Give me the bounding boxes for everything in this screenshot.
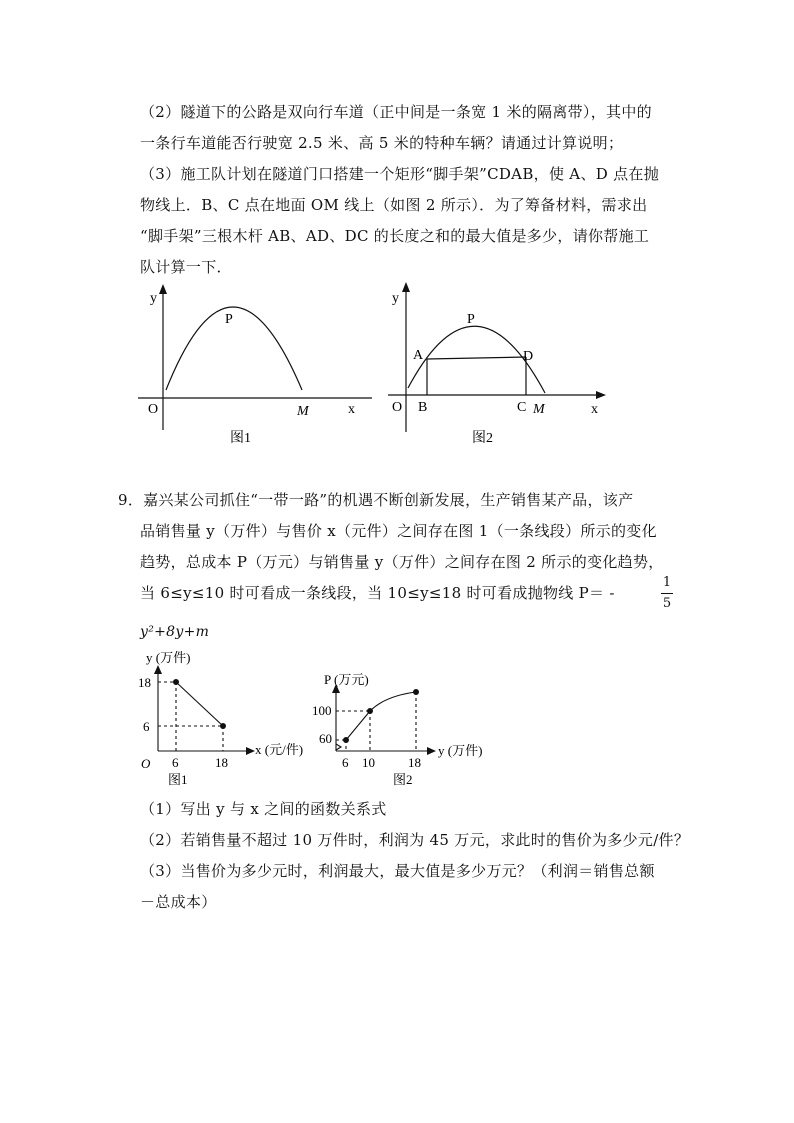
fig2-m-label: M <box>533 402 545 417</box>
q9-line4: 当 6≤y≤10 时可看成一条线段，当 10≤y≤18 时可看成抛物线 P＝ - <box>140 584 615 602</box>
fig1-o-label: O <box>148 402 159 417</box>
q9f1-ytick-18: 18 <box>138 675 151 690</box>
fig1-y-label: y <box>150 291 157 306</box>
fig1-m-label: M <box>297 404 309 419</box>
q9-sub2: （2）若销售量不超过 10 万件时，利润为 45 万元，求此时的售价为多少元/件？ <box>140 831 690 849</box>
fig2-caption: 图2 <box>472 431 493 446</box>
q9f1-xlabel: x (元/件) <box>255 742 304 757</box>
q9f2-ylabel: P (万元) <box>324 672 369 687</box>
q9-fraction-numerator: 1 <box>662 575 672 590</box>
q9f1-ylabel: y (万件) <box>146 650 191 665</box>
fig2-p-label: P <box>467 312 475 327</box>
q9-line5: y²+8y+m <box>140 624 210 640</box>
fig2-x-label: x <box>591 402 598 417</box>
q8-part3-line2: 物线上．B、C 点在地面 OM 线上（如图 2 所示）．为了筹备材料，需求出 <box>140 196 648 214</box>
fig2-d-label: D <box>523 349 534 364</box>
q9f1-xtick-6: 6 <box>172 755 179 770</box>
q8-part3-line3: “脚手架”三根木杆 AB、AD、DC 的长度之和的最大值是多少，请你帮施工 <box>140 227 650 245</box>
fig1-x-label: x <box>348 402 355 417</box>
q8-part3-line4: 队计算一下． <box>140 258 232 276</box>
q9-fraction-denominator: 5 <box>662 596 672 611</box>
fig1-caption: 图1 <box>230 431 251 446</box>
q9f1-xtick-18: 18 <box>215 755 228 770</box>
q9-sub1: （1）写出 y 与 x 之间的函数关系式 <box>140 800 387 818</box>
q9-line2: 品销售量 y（万件）与售价 x（元件）之间存在图 1（一条线段）所示的变化 <box>140 522 657 540</box>
q9-sub3-line2: －总成本） <box>140 893 217 911</box>
q9f2-xtick-18: 18 <box>408 755 421 770</box>
q8-part2-line2: 一条行车道能否行驶宽 2.5 米、高 5 米的特种车辆？请通过计算说明； <box>140 134 624 152</box>
q9-line3: 趋势，总成本 P（万元）与销售量 y（万件）之间存在图 2 所示的变化趋势， <box>140 553 664 571</box>
fig2-c-label: C <box>517 400 527 415</box>
fig2-o-label: O <box>392 400 403 415</box>
q9f2-line-segment <box>346 711 370 740</box>
q9f2-point-10 <box>367 708 373 714</box>
q9f2-parabola <box>370 692 416 711</box>
q9-sub3-line1: （3）当售价为多少元时，利润最大，最大值是多少万元？（利润＝销售总额 <box>140 862 655 880</box>
q9f1-caption: 图1 <box>168 772 188 787</box>
q8-part3-line1: （3）施工队计划在隧道门口搭建一个矩形“脚手架”CDAB，使 A、D 点在抛 <box>140 165 660 183</box>
fig1-p-label: P <box>225 312 233 327</box>
q9f1-ytick-6: 6 <box>143 719 150 734</box>
q9f2-point-6 <box>343 737 349 743</box>
q9f2-xtick-6: 6 <box>342 755 349 770</box>
q9f2-caption: 图2 <box>393 772 413 787</box>
q9-line1: 9．嘉兴某公司抓住“一带一路”的机遇不断创新发展，生产销售某产品，该产 <box>118 491 634 509</box>
fig2-b-label: B <box>418 400 428 415</box>
q9f2-ytick-100: 100 <box>312 703 332 718</box>
fig2-a-label: A <box>413 348 424 363</box>
q9f2-point-18 <box>413 689 419 695</box>
q8-part2-line1: （2）隧道下的公路是双向行车道（正中间是一条宽 1 米的隔离带），其中的 <box>140 103 652 121</box>
q9f1-origin: O <box>141 756 151 771</box>
q9f2-xlabel: y (万件) <box>438 743 483 758</box>
q9f2-xtick-10: 10 <box>362 755 375 770</box>
q9f2-axis-break <box>336 744 341 750</box>
q9f2-ytick-60: 60 <box>319 731 332 746</box>
fig2-y-label: y <box>392 291 399 306</box>
q9f2-x-arrow <box>427 747 436 755</box>
